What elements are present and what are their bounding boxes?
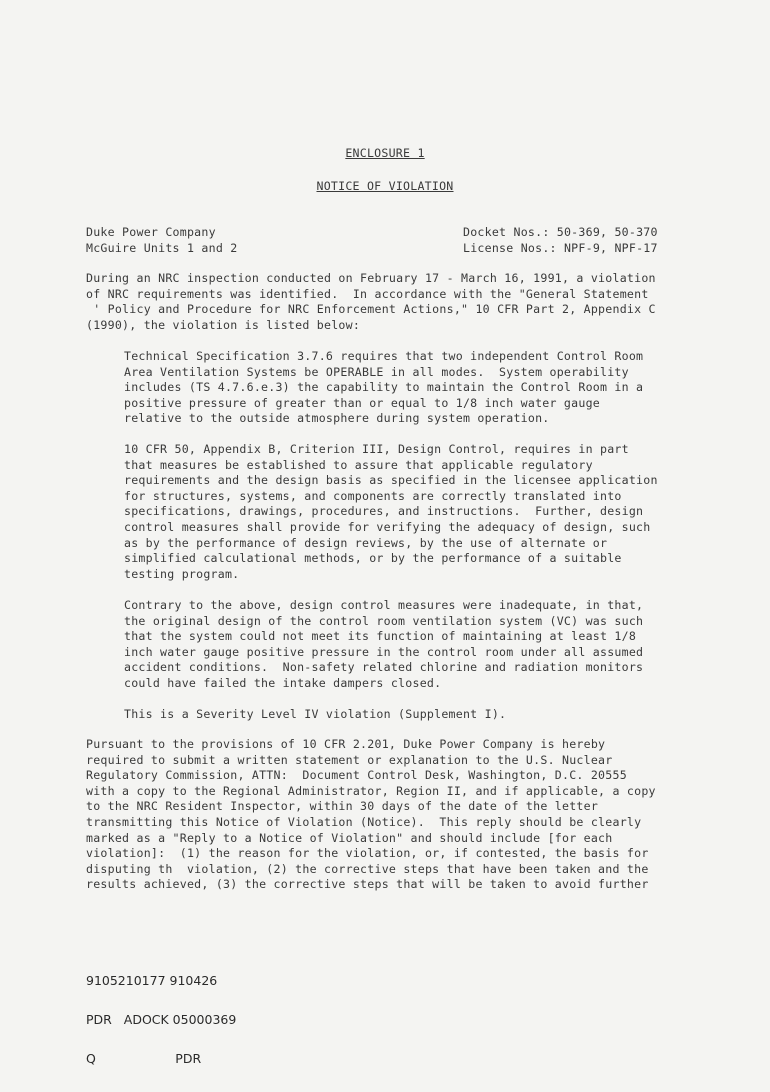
pursuant-paragraph — [86, 737, 656, 893]
text-line: (1990), the violation is listed below: — [86, 317, 361, 332]
text-line: transmitting this Notice of Violation (Notice). This reply should be clearly — [86, 814, 642, 829]
text-line: 10 CFR 50, Appendix B, Criterion III, Design Control, requires in part — [124, 442, 629, 456]
intro-paragraph — [86, 271, 656, 333]
text-line: control measures shall provide for verifying the adequacy of design, such — [124, 519, 651, 534]
cfr-criterion-paragraph — [124, 442, 658, 582]
company-name: Duke Power Company — [86, 225, 216, 239]
license-numbers: License Nos.: NPF-9, NPF-17 — [463, 240, 658, 255]
document-id-stamp — [86, 948, 236, 1091]
notice-title: NOTICE OF VIOLATION — [316, 179, 454, 193]
text-line: ' Policy and Procedure for NRC Enforcement Actions," 10 CFR Part 2, Appendix C — [86, 302, 656, 317]
text-line: accident conditions. Non-safety related chlorine and radiation monitors — [124, 660, 644, 675]
text-line: required to submit a written statement or explanation to the U.S. Nuclear — [86, 752, 613, 767]
text-line: results achieved, (3) the corrective steps that will be taken to avoid further — [86, 877, 649, 892]
contrary-paragraph — [124, 598, 643, 692]
units-name: McGuire Units 1 and 2 — [86, 240, 238, 255]
text-line: positive pressure of greater than or equal to 1/8 inch water gauge — [124, 395, 600, 410]
text-line: of NRC requirements was identified. In accordance with the "General Statement — [86, 286, 649, 301]
licensee-block — [86, 225, 237, 256]
text-line: with a copy to the Regional Administrator, Region II, and if applicable, a copy — [86, 783, 656, 798]
stamp-line: PDR ADOCK 05000369 — [86, 1012, 237, 1027]
docket-block — [463, 225, 658, 256]
enclosure-heading: ENCLOSURE 1 — [345, 146, 425, 160]
text-line: the original design of the control room ventilation system (VC) was such — [124, 613, 644, 628]
docket-numbers: Docket Nos.: 50-369, 50-370 — [463, 225, 658, 239]
text-line: includes (TS 4.7.6.e.3) the capability to maintain the Control Room in a — [124, 380, 644, 395]
text-line: Contrary to the above, design control measures were inadequate, in that, — [124, 598, 644, 612]
text-line: Technical Specification 3.7.6 requires that two independent Control Room — [124, 349, 644, 363]
text-line: that the system could not meet its function of maintaining at least 1/8 — [124, 629, 637, 644]
text-line: During an NRC inspection conducted on February 17 - March 16, 1991, a violation — [86, 271, 656, 285]
text-line: testing program. — [124, 566, 240, 581]
text-line: Regulatory Commission, ATTN: Document Control Desk, Washington, D.C. 20555 — [86, 768, 627, 783]
text-line: to the NRC Resident Inspector, within 30 days of the date of the letter — [86, 799, 599, 814]
text-line: requirements and the design basis as specified in the licensee application — [124, 473, 658, 488]
text-line: disputing th violation, (2) the corrective steps that have been taken and the — [86, 861, 649, 876]
text-line: that measures be established to assure that applicable regulatory — [124, 457, 593, 472]
text-line: Pursuant to the provisions of 10 CFR 2.201, Duke Power Company is hereby — [86, 737, 606, 751]
text-line: simplified calculational methods, or by the performance of a suitable — [124, 551, 622, 566]
text-line: Area Ventilation Systems be OPERABLE in all modes. System operability — [124, 364, 629, 379]
text-line: inch water gauge positive pressure in the control room under all assumed — [124, 644, 644, 659]
stamp-line: 9105210177 910426 — [86, 973, 218, 988]
text-line: violation]: (1) the reason for the violation, or, if contested, the basis for — [86, 846, 649, 861]
text-line: marked as a "Reply to a Notice of Violation" and should include [for each — [86, 830, 613, 845]
stamp-line: Q PDR — [86, 1051, 202, 1066]
text-line: relative to the outside atmosphere during system operation. — [124, 411, 550, 426]
text-line: could have failed the intake dampers closed. — [124, 675, 442, 690]
severity-statement: This is a Severity Level IV violation (Supplement I). — [124, 707, 507, 721]
text-line: for structures, systems, and components are correctly translated into — [124, 488, 622, 503]
text-line: specifications, drawings, procedures, and instructions. Further, design — [124, 504, 644, 519]
text-line: as by the performance of design reviews, by the use of alternate or — [124, 535, 608, 550]
ts-requirement-paragraph — [124, 349, 643, 427]
